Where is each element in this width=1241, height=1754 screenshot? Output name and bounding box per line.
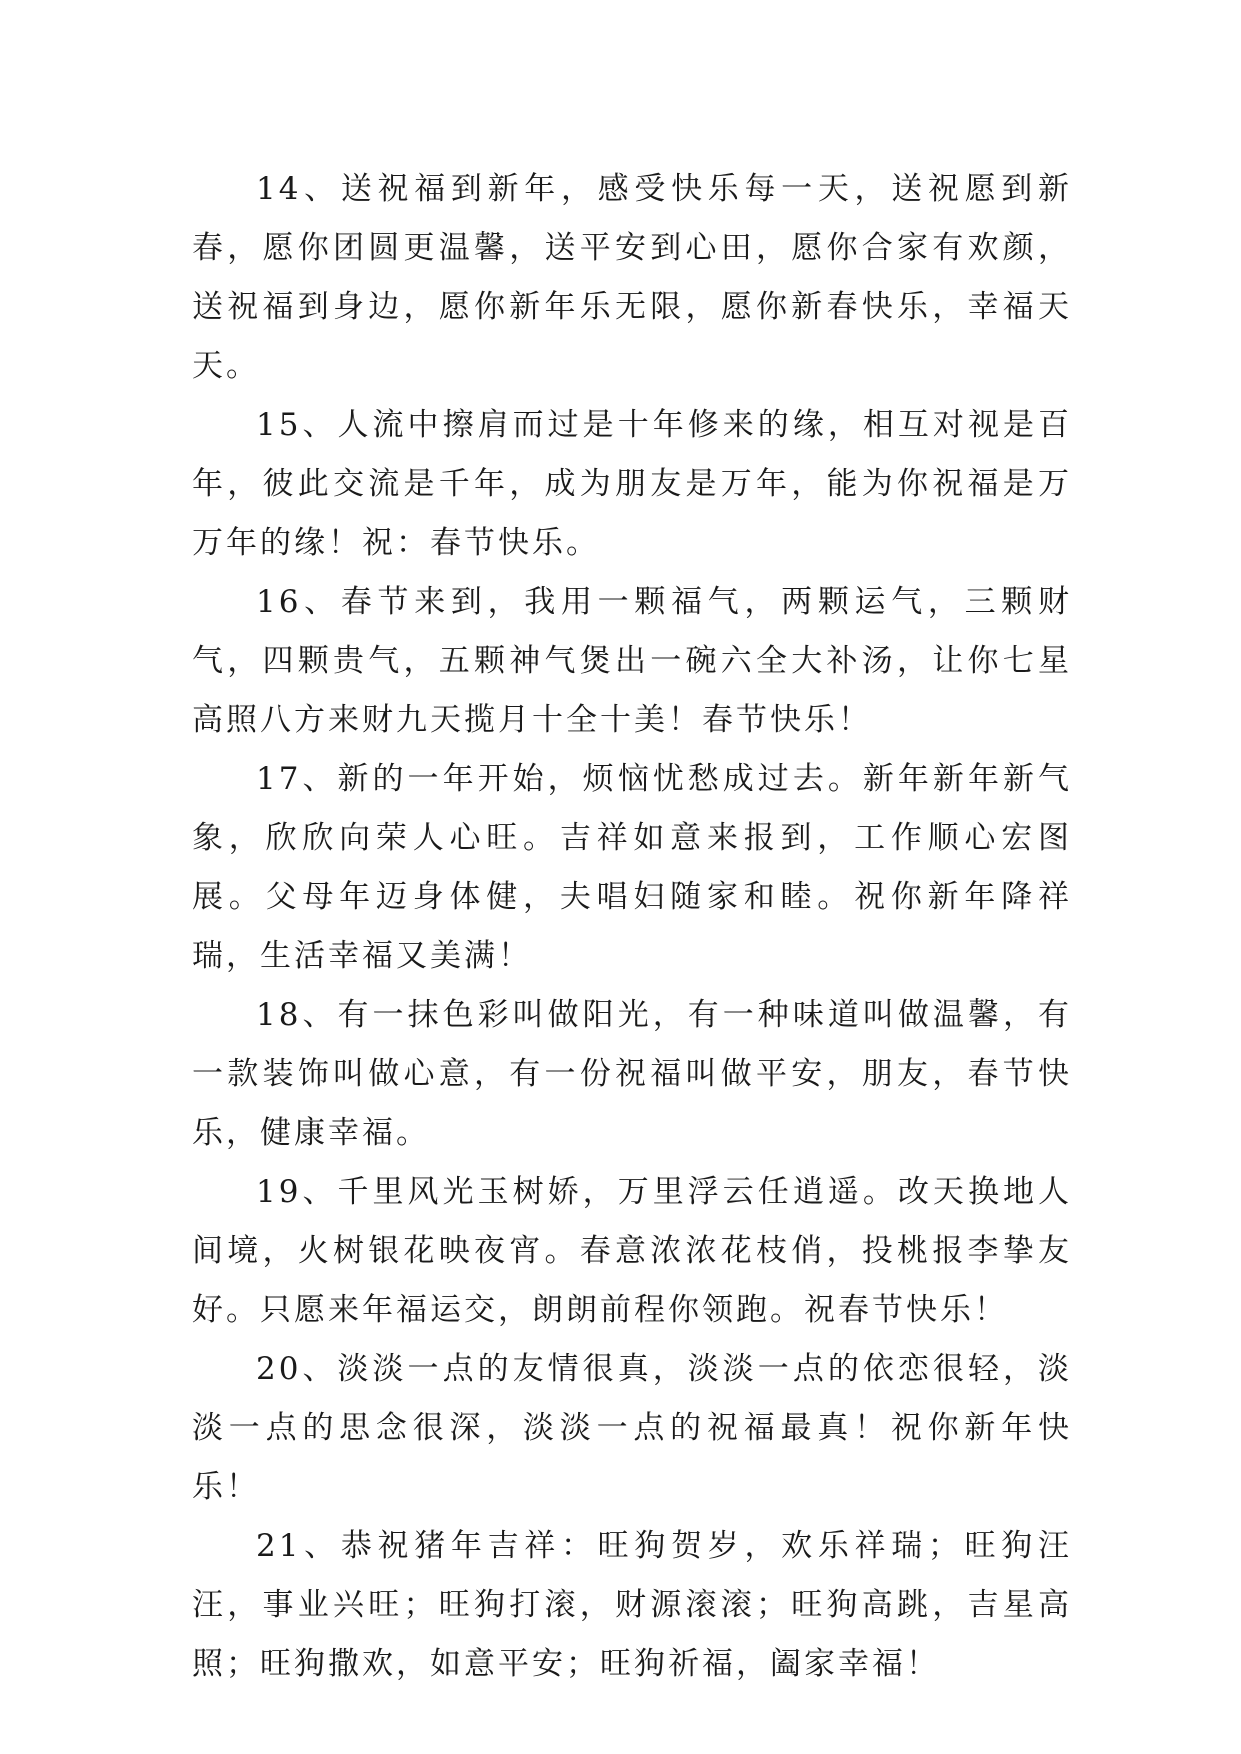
paragraph-16: 16、春节来到，我用一颗福气，两颗运气，三颗财气，四颗贵气，五颗神气煲出一碗六全大补汤，让你七星高照八方来财九天揽月十全十美！春节快乐！	[192, 584, 1072, 738]
document-body	[192, 160, 1072, 1694]
paragraph-20: 20、淡淡一点的友情很真，淡淡一点的依恋很轻，淡淡一点的思念很深，淡淡一点的祝福最真！祝你新年快乐！	[192, 1351, 1072, 1505]
paragraph-17: 17、新的一年开始，烦恼忧愁成过去。新年新年新气象，欣欣向荣人心旺。吉祥如意来报到，工作顺心宏图展。父母年迈身体健，夫唱妇随家和睦。祝你新年降祥瑞，生活幸福又美满！	[192, 761, 1072, 974]
paragraph-19: 19、千里风光玉树娇，万里浮云任逍遥。改天换地人间境，火树银花映夜宵。春意浓浓花枝俏，投桃报李挚友好。只愿来年福运交，朗朗前程你领跑。祝春节快乐！	[192, 1174, 1072, 1328]
paragraph-14: 14、送祝福到新年，感受快乐每一天，送祝愿到新春，愿你团圆更温馨，送平安到心田，愿你合家有欢颜，送祝福到身边，愿你新年乐无限，愿你新春快乐，幸福天天。	[192, 171, 1072, 384]
paragraph-18: 18、有一抹色彩叫做阳光，有一种味道叫做温馨，有一款装饰叫做心意，有一份祝福叫做平安，朋友，春节快乐，健康幸福。	[192, 997, 1072, 1151]
paragraph-15: 15、人流中擦肩而过是十年修来的缘，相互对视是百年，彼此交流是千年，成为朋友是万年，能为你祝福是万万年的缘！祝：春节快乐。	[192, 407, 1072, 561]
paragraph-21: 21、恭祝猪年吉祥：旺狗贺岁，欢乐祥瑞；旺狗汪汪，事业兴旺；旺狗打滚，财源滚滚；旺狗高跳，吉星高照；旺狗撒欢，如意平安；旺狗祈福，阖家幸福！	[192, 1528, 1072, 1682]
